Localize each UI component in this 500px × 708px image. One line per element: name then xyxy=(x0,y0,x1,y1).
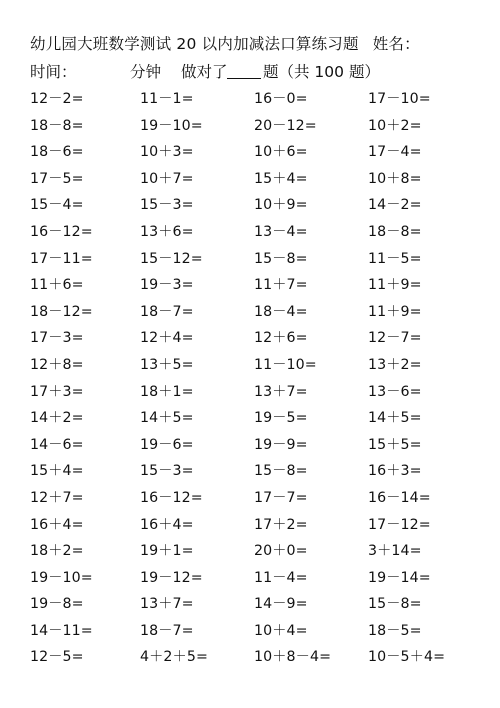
name-label: 姓名： xyxy=(372,35,420,53)
problem-item: 10＋8－4= xyxy=(254,649,332,666)
problem-item: 14＋2= xyxy=(30,410,84,427)
problem-item: 14－2= xyxy=(368,197,422,214)
problem-item: 4＋2＋5= xyxy=(140,649,208,666)
problem-item: 12－7= xyxy=(368,330,422,347)
problem-item: 20＋0= xyxy=(254,543,308,560)
problem-item: 18－12= xyxy=(30,303,93,320)
problem-item: 18＋2= xyxy=(30,543,84,560)
problem-item: 19＋1= xyxy=(140,543,194,560)
problem-item: 14＋5= xyxy=(140,410,194,427)
problem-item: 11－10= xyxy=(254,356,317,373)
problem-item: 13＋7= xyxy=(140,596,194,613)
problem-item: 11＋7= xyxy=(254,277,308,294)
minute-label: 分钟 xyxy=(130,63,162,81)
problem-item: 10＋3= xyxy=(140,144,194,161)
correct-count-label: 做对了 xyxy=(181,63,228,81)
problem-item: 19－10= xyxy=(30,569,93,586)
problem-item: 17－3= xyxy=(30,330,84,347)
problem-item: 17＋2= xyxy=(254,516,308,533)
problem-item: 15－8= xyxy=(368,596,422,613)
problem-item: 12＋4= xyxy=(140,330,194,347)
problem-item: 16－14= xyxy=(368,489,431,506)
problem-item: 17－7= xyxy=(254,489,308,506)
problem-item: 10＋7= xyxy=(140,170,194,187)
problem-item: 3＋14= xyxy=(368,543,422,560)
problem-item: 11－5= xyxy=(368,250,422,267)
problem-item: 10－5＋4= xyxy=(368,649,446,666)
worksheet-title: 幼儿园大班数学测试 20 以内加减法口算练习题 xyxy=(30,35,359,53)
problem-item: 13－4= xyxy=(254,223,308,240)
worksheet-info-row xyxy=(30,62,490,82)
problem-grid xyxy=(30,86,470,671)
problem-item: 16－0= xyxy=(254,91,308,107)
problem-item: 17－5= xyxy=(30,170,84,187)
problem-item: 12－5= xyxy=(30,649,84,666)
problem-item: 14－9= xyxy=(254,596,308,613)
problem-item: 12＋7= xyxy=(30,489,84,506)
problem-item: 10＋4= xyxy=(254,622,308,639)
problem-item: 13＋6= xyxy=(140,223,194,240)
problem-item: 17－12= xyxy=(368,516,431,533)
problem-item: 15－3= xyxy=(140,197,194,214)
question-total-label: 题（共 100 题） xyxy=(263,63,380,81)
problem-item: 19－8= xyxy=(30,596,84,613)
problem-item: 14＋5= xyxy=(368,410,422,427)
problem-item: 10＋2= xyxy=(368,117,422,134)
problem-item: 11＋9= xyxy=(368,303,422,320)
problem-item: 15＋4= xyxy=(254,170,308,187)
problem-item: 15－8= xyxy=(254,463,308,480)
problem-item: 17－4= xyxy=(368,144,422,161)
problem-item: 16＋4= xyxy=(30,516,84,533)
problem-item: 19－10= xyxy=(140,117,203,134)
problem-item: 18－7= xyxy=(140,622,194,639)
problem-item: 19－5= xyxy=(254,410,308,427)
problem-item: 12＋6= xyxy=(254,330,308,347)
problem-item: 12＋8= xyxy=(30,356,84,373)
problem-item: 19－12= xyxy=(140,569,203,586)
correct-count-blank xyxy=(227,62,261,79)
problem-item: 18－6= xyxy=(30,144,84,161)
problem-item: 11－4= xyxy=(254,569,308,586)
problem-item: 18－4= xyxy=(254,303,308,320)
problem-item: 18＋1= xyxy=(140,383,194,400)
problem-item: 15＋5= xyxy=(368,436,422,453)
problem-item: 14－6= xyxy=(30,436,84,453)
problem-item: 15－4= xyxy=(30,197,84,214)
time-label: 时间： xyxy=(30,63,77,81)
problem-item: 15＋4= xyxy=(30,463,84,480)
problem-item: 15－12= xyxy=(140,250,203,267)
problem-item: 10＋9= xyxy=(254,197,308,214)
problem-item: 18－8= xyxy=(30,117,84,134)
problem-item: 15－8= xyxy=(254,250,308,267)
problem-item: 14－11= xyxy=(30,622,93,639)
problem-item: 20－12= xyxy=(254,117,317,134)
problem-item: 16＋3= xyxy=(368,463,422,480)
problem-item: 11－1= xyxy=(140,91,194,107)
problem-item: 19－6= xyxy=(140,436,194,453)
problem-item: 17－10= xyxy=(368,91,431,107)
problem-item: 16＋4= xyxy=(140,516,194,533)
problem-item: 10＋6= xyxy=(254,144,308,161)
problem-item: 19－3= xyxy=(140,277,194,294)
problem-item: 12－2= xyxy=(30,91,84,107)
problem-item: 11＋9= xyxy=(368,277,422,294)
problem-item: 17－11= xyxy=(30,250,93,267)
problem-item: 13－6= xyxy=(368,383,422,400)
problem-item: 13＋7= xyxy=(254,383,308,400)
problem-item: 16－12= xyxy=(30,223,93,240)
problem-item: 10＋8= xyxy=(368,170,422,187)
problem-item: 11＋6= xyxy=(30,277,84,294)
problem-item: 18－5= xyxy=(368,622,422,639)
worksheet-title-row xyxy=(30,34,420,54)
problem-item: 17＋3= xyxy=(30,383,84,400)
problem-item: 15－3= xyxy=(140,463,194,480)
problem-item: 18－7= xyxy=(140,303,194,320)
problem-item: 13＋5= xyxy=(140,356,194,373)
problem-item: 13＋2= xyxy=(368,356,422,373)
problem-item: 16－12= xyxy=(140,489,203,506)
problem-item: 18－8= xyxy=(368,223,422,240)
problem-item: 19－14= xyxy=(368,569,431,586)
problem-item: 19－9= xyxy=(254,436,308,453)
